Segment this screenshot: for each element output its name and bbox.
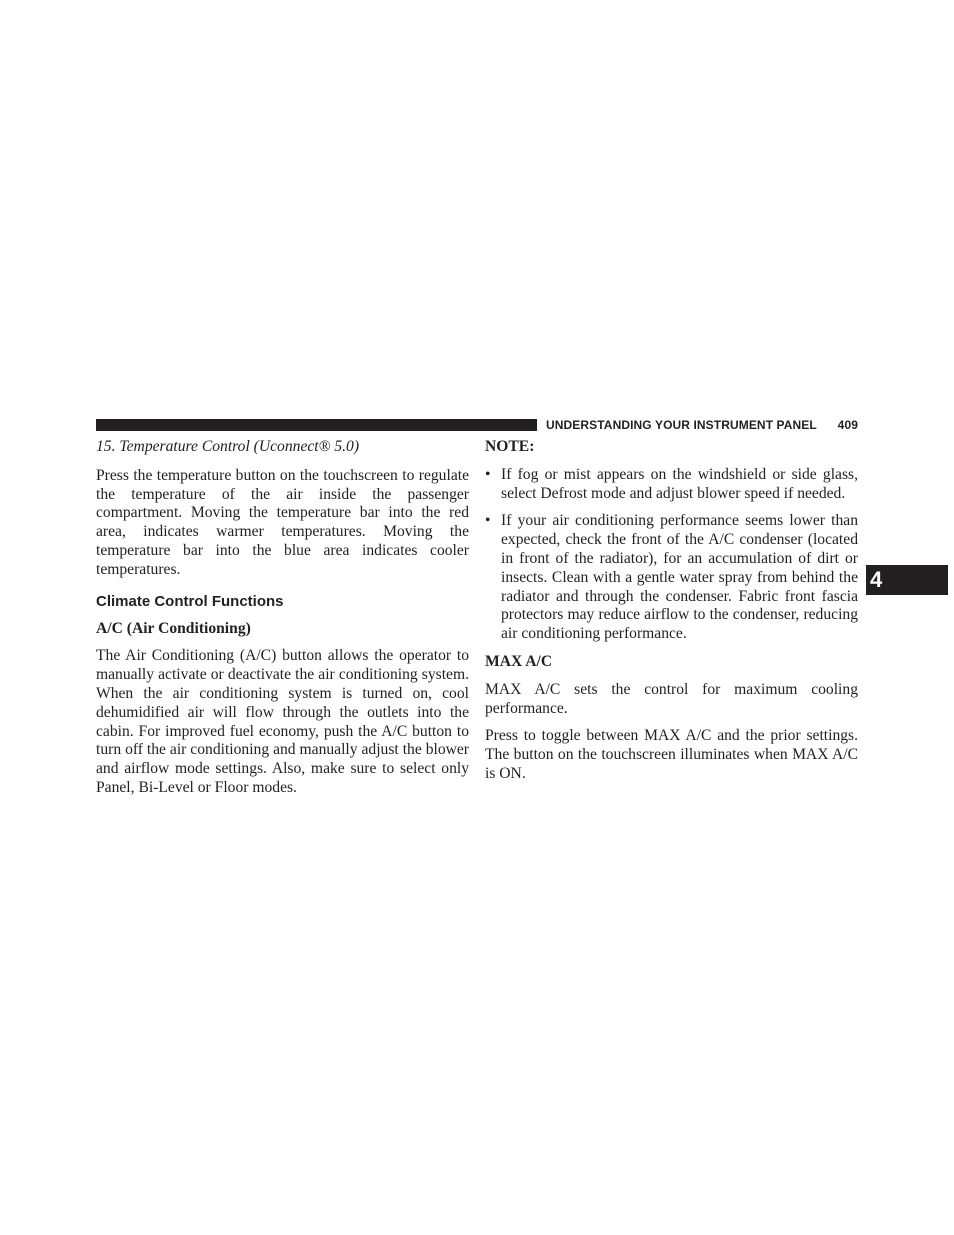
note-heading: NOTE: xyxy=(485,438,535,455)
note-list xyxy=(485,466,858,644)
bullet-dot: • xyxy=(485,512,491,530)
left-column xyxy=(96,438,469,807)
ac-paragraph: The Air Conditioning (A/C) button allows the operator to manually activate or deactivate the air conditioning system. When the air conditioning system is turned on, cool dehumidified air will flow through the outlets into the cabin. For improved fuel economy, push the A/C button to turn off the air conditioning and manually adjust the blower and airflow mode settings. Also, make sure to select only Panel, Bi-Level or Floor modes. xyxy=(96,647,469,796)
bullet-dot: • xyxy=(485,465,491,483)
header-rule xyxy=(96,419,537,431)
climate-control-heading: Climate Control Functions xyxy=(96,592,284,610)
temperature-paragraph: Press the temperature button on the touchscreen to regulate the temperature of the air inside the passenger compartment. Moving the temperature bar into the red area, indicates warmer temperatures. Moving the temperature bar into the blue area indicates cooler temperatures. xyxy=(96,466,469,578)
max-ac-heading: MAX A/C xyxy=(485,652,553,670)
page-number: 409 xyxy=(837,418,858,432)
note-bullet-text: If your air conditioning performance seems lower than expected, check the front of the A/C condenser (located in front of the radiator), for an accumulation of dirt or insects. Clean with a gentle water spray from behind the radiator and through the condenser. Fabric front fascia protectors may reduce airflow to the condenser, reducing air conditioning performance. xyxy=(501,512,858,643)
right-column xyxy=(485,438,858,793)
max-ac-toggle-paragraph: Press to toggle between MAX A/C and the prior settings. The button on the touchscreen illuminates when MAX A/C is ON. xyxy=(485,727,858,782)
section-title: UNDERSTANDING YOUR INSTRUMENT PANEL xyxy=(546,418,817,432)
note-bullet xyxy=(485,512,858,644)
chapter-tab: 4 xyxy=(866,565,948,595)
running-header xyxy=(546,417,858,433)
max-ac-paragraph: MAX A/C sets the control for maximum cooling performance. xyxy=(485,680,858,717)
ac-heading: A/C (Air Conditioning) xyxy=(96,619,251,637)
figure-caption: 15. Temperature Control (Uconnect® 5.0) xyxy=(96,438,360,455)
note-bullet xyxy=(485,466,858,504)
note-bullet-text: If fog or mist appears on the windshield or side glass, select Defrost mode and adjust blower speed if needed. xyxy=(501,465,858,502)
